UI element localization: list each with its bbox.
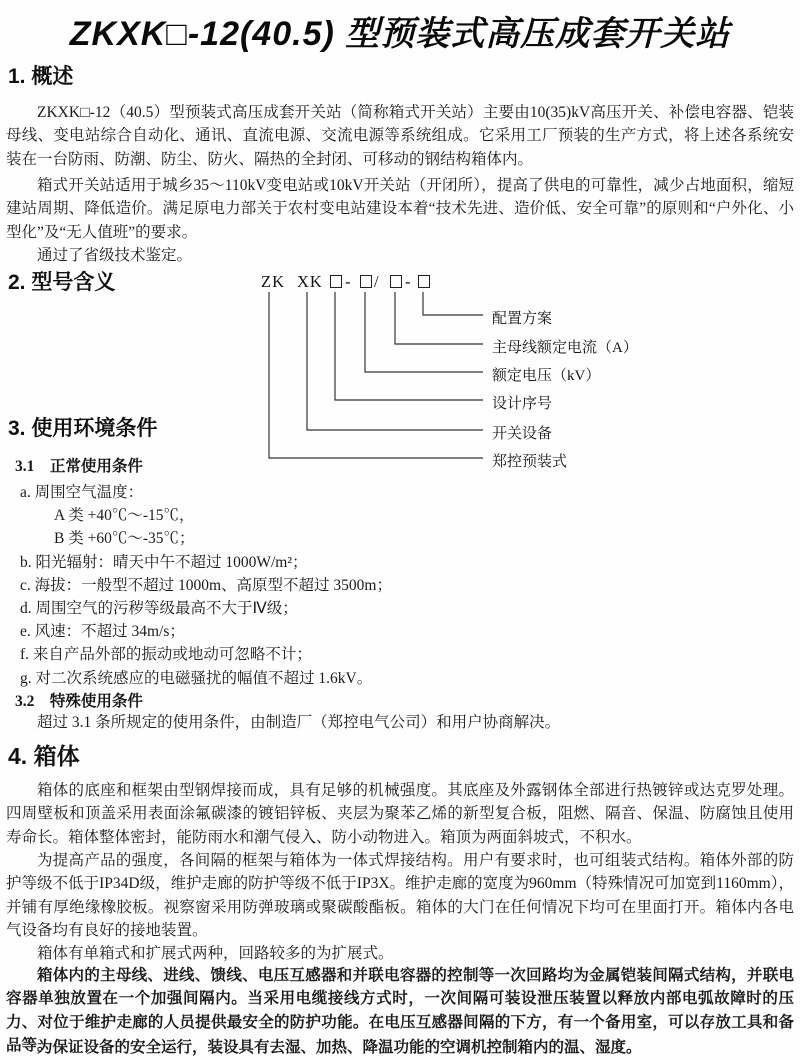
condition-item-b: b. 阳光辐射：晴天中午不超过 1000W/m²； xyxy=(20,553,308,571)
diagram-label-zhengkong-prefab: 郑控预装式 xyxy=(492,454,568,470)
section-3-1-heading: 3.1 正常使用条件 xyxy=(15,458,143,475)
section-4-paragraph: 箱体有单箱式和扩展式两种，回路较多的为扩展式。 xyxy=(37,945,394,962)
connector-line xyxy=(365,292,483,372)
connector-line xyxy=(335,292,483,400)
normal-conditions-list xyxy=(20,481,780,690)
model-code-separator: - xyxy=(405,272,412,291)
section-1-paragraph: 箱式开关站适用于城乡35～110kV变电站或10kV开关站（开闭所），提高了供电的可靠性，减少占地面积，缩短建站周期、降低造价。满足原电力部关于农村变电站建设本着“技术先进、造价低、安全可靠”的原则和“户外化、小型化”及“无人值班”的要求。 xyxy=(6,177,794,241)
model-code-prefix: ZK xyxy=(261,272,285,291)
connector-line xyxy=(395,292,483,344)
condition-item-c: c. 海拔：一般型不超过 1000m、高原型不超过 3500m； xyxy=(20,576,392,594)
connector-line xyxy=(269,292,483,458)
section-4-paragraph: 为保证设备的安全运行，装设具有去湿、加热、降温功能的空调机控制箱内的温、湿度。 xyxy=(37,1039,642,1056)
model-code-separator: / xyxy=(374,272,380,291)
condition-item-a: a. 周围空气温度： xyxy=(20,484,144,501)
model-code-diagram xyxy=(255,272,770,472)
connector-line xyxy=(423,292,483,315)
section-1-paragraph: 通过了省级技术鉴定。 xyxy=(37,247,193,264)
condition-item-a-class-a: A 类 +40℃～-15℃， xyxy=(54,507,195,525)
condition-item-g: g. 对二次系统感应的电磁骚扰的幅值不超过 1.6kV。 xyxy=(20,669,373,687)
diagram-label-configuration: 配置方案 xyxy=(492,311,553,327)
section-4-paragraph: 箱体内的主母线、进线、馈线、电压互感器和并联电容器的控制等一次回路均为金属铠装间隔式结构，并联电容器单独放置在一个加强间隔内。当采用电缆接线方式时，一次间隔可装设泄压装置以释放内部电弧故障时的压力、对位于维护走廊的人员提供最安全的防护功能。在电压互感器间隔的下方，有一个备用室，可以存放工具和备品等。 xyxy=(6,967,794,1054)
section-3-heading: 3. 使用环境条件 xyxy=(8,417,158,440)
section-4-heading: 4. 箱体 xyxy=(8,743,80,769)
diagram-label-design-serial: 设计序号 xyxy=(492,396,553,412)
section-2-heading: 2. 型号含义 xyxy=(8,271,116,294)
model-code-separator: - xyxy=(345,272,352,291)
diagram-label-switch-equipment: 开关设备 xyxy=(492,426,553,442)
section-4-paragraph: 箱体的底座和框架由型钢焊接而成，具有足够的机械强度。其底座及外露钢体全部进行热镀锌或达克罗处理。四周壁板和顶盖采用表面涂氟碳漆的镀铝锌板、夹层为聚苯乙烯的新型复合板，阻燃、隔音、保温、防腐蚀且使用寿命长。箱体整体密封，能防雨水和潮气侵入、防小动物进入。箱顶为两面斜坡式，不积水。 xyxy=(6,782,794,846)
model-code-switchgear: XK xyxy=(297,272,323,291)
section-4-paragraph: 为提高产品的强度，各间隔的框架与箱体为一体式焊接结构。用户有要求时，也可组装式结构。箱体外部的防护等级不低于IP34D级，维护走廊的防护等级不低于IP3X。维护走廊的宽度为960mm（特殊情况可加宽到1160mm），并铺有厚绝缘橡胶板。视察窗采用防弹玻璃或聚碳酸酯板。箱体的大门在任何情况下均可在里面打开。箱体内各电气设备均有良好的接地装置。 xyxy=(6,852,794,939)
condition-item-e: e. 风速：不超过 34m/s； xyxy=(20,623,185,641)
section-1-heading: 1. 概述 xyxy=(8,65,74,88)
condition-item-f: f. 来自产品外部的振动或地动可忽略不计； xyxy=(20,646,312,664)
document-title: ZKXK□-12(40.5) 型预装式高压成套开关站 xyxy=(69,15,731,53)
section-3-2-heading: 3.2 特殊使用条件 xyxy=(15,693,143,710)
section-1-paragraph: ZKXK□-12（40.5）型预装式高压成套开关站（简称箱式开关站）主要由10(35)kV高压开关、补偿电容器、铠装母线、变电站综合自动化、通讯、直流电源、交流电源等系统组成。它采用工厂预装的生产方式，将上述各系统安装在一台防雨、防潮、防尘、防火、隔热的全封闭、可移动的钢结构箱体内。 xyxy=(6,104,794,168)
condition-item-a-class-b: B 类 +60℃～-35℃； xyxy=(54,530,195,548)
section-3-2-paragraph: 超过 3.1 条所规定的使用条件，由制造厂（郑控电气公司）和用户协商解决。 xyxy=(37,714,561,731)
condition-item-d: d. 周围空气的污秽等级最高不大于Ⅳ级； xyxy=(20,600,298,618)
diagram-label-busbar-current: 主母线额定电流（A） xyxy=(492,340,638,356)
diagram-label-rated-voltage: 额定电压（kV） xyxy=(492,368,601,384)
